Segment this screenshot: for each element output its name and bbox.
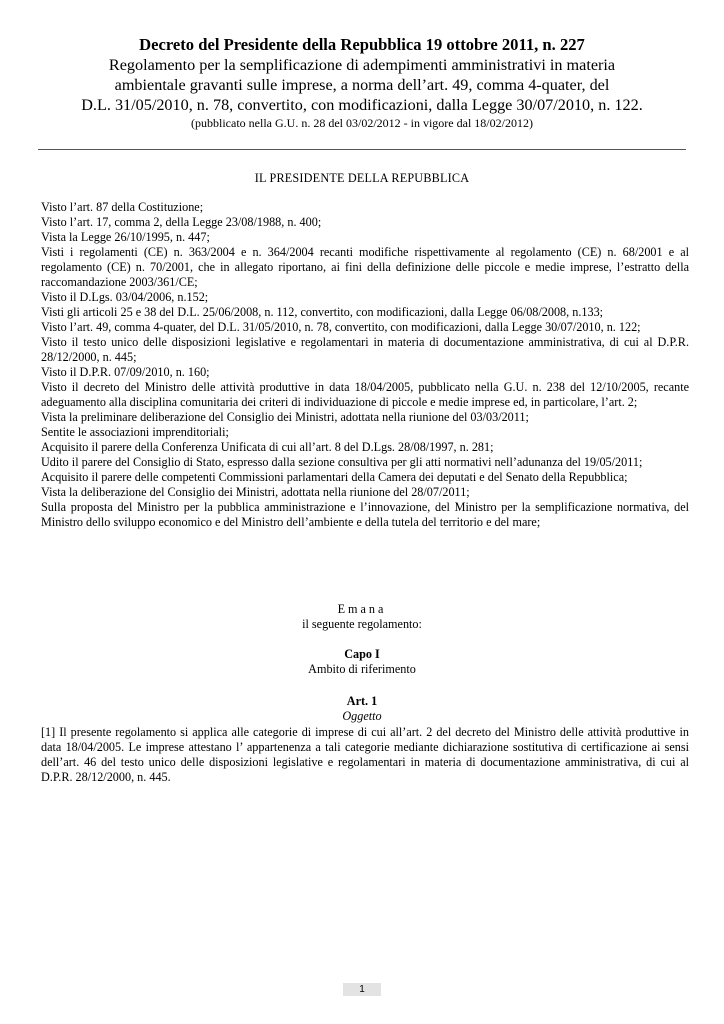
document-subtitle-line: Regolamento per la semplificazione di adempimenti amministrativi in materia xyxy=(108,56,616,74)
premise-item: Visto il decreto del Ministro delle attività produttive in data 18/04/2005, pubblicato nella G.U. n. 238 del 12/10/2005, recante adeguamento alla disciplina comunitaria dei criteri di individuazione di piccole e medie imprese ed, in particolare, l’art. 2; xyxy=(41,380,689,409)
premise-item: Visti gli articoli 25 e 38 del D.L. 25/06/2008, n. 112, convertito, con modificazioni, dalla Legge 06/08/2008, n.133; xyxy=(41,305,604,319)
premise-item: Visto il D.Lgs. 03/04/2006, n.152; xyxy=(41,290,209,304)
premise-item: Vista la deliberazione del Consiglio dei Ministri, adottata nella riunione del 28/07/2011; xyxy=(41,485,470,499)
article-heading xyxy=(0,694,724,724)
chapter-heading xyxy=(0,647,724,677)
enactment-line: il seguente regolamento: xyxy=(302,617,422,631)
premise-item: Acquisito il parere della Conferenza Unificata di cui all’art. 8 del D.Lgs. 28/08/1997, n. 281; xyxy=(41,440,494,454)
document-header xyxy=(36,34,688,130)
premise-item: Vista la preliminare deliberazione del Consiglio dei Ministri, adottata nella riunione del 03/03/2011; xyxy=(41,410,529,424)
premise-item: Sentite le associazioni imprenditoriali; xyxy=(41,425,229,439)
header-divider xyxy=(38,149,686,150)
premise-item: Udito il parere del Consiglio di Stato, espresso dalla sezione consultiva per gli atti normativi nell’adunanza del 19/05/2011; xyxy=(41,455,643,469)
publication-note: (pubblicato nella G.U. n. 28 del 03/02/2012 - in vigore dal 18/02/2012) xyxy=(191,116,533,130)
article-title: Oggetto xyxy=(342,709,382,723)
article-label: Art. 1 xyxy=(346,694,378,708)
premise-item: Acquisito il parere delle competenti Commissioni parlamentari della Camera dei deputati e del Senato della Repubblica; xyxy=(41,470,628,484)
premise-item: Vista la Legge 26/10/1995, n. 447; xyxy=(41,230,210,244)
chapter-title: Ambito di riferimento xyxy=(308,662,416,676)
document-subtitle-line: ambientale gravanti sulle imprese, a norma dell’art. 49, comma 4-quater, del xyxy=(114,76,610,94)
document-title: Decreto del Presidente della Repubblica 19 ottobre 2011, n. 227 xyxy=(139,35,585,54)
page-number: 1 xyxy=(343,983,381,996)
enactment-block xyxy=(0,602,724,632)
article-paragraph: [1] Il presente regolamento si applica alle categorie di imprese di cui all’art. 2 del decreto del Ministro delle attività produttive in data 18/04/2005. Le imprese attestano l’ appartenenza a tali categorie mediante dichiarazione sostitutiva di certificazione ai sensi dell’art. 46 del testo unico delle disposizioni legislative e regolamentari in materia di documentazione amministrativa, di cui al D.P.R. 28/12/2000, n. 445. xyxy=(41,725,689,784)
premise-item: Visto l’art. 49, comma 4-quater, del D.L. 31/05/2010, n. 78, convertito, con modificazioni, dalla Legge 30/07/2010, n. 122; xyxy=(41,320,641,334)
premise-item: Sulla proposta del Ministro per la pubblica amministrazione e l’innovazione, del Ministro per la semplificazione normativa, del Ministro dello sviluppo economico e del Ministro dell’ambiente e della tutela del territorio e del mare; xyxy=(41,500,689,529)
premise-item: Visto il testo unico delle disposizioni legislative e regolamentari in materia di documentazione amministrativa, di cui al D.P.R. 28/12/2000, n. 445; xyxy=(41,335,689,364)
chapter-label: Capo I xyxy=(344,647,380,661)
premise-item: Visti i regolamenti (CE) n. 363/2004 e n. 364/2004 recanti modifiche rispettivamente al regolamento (CE) n. 68/2001 e al regolamento (CE) n. 70/2001, che in allegato riportano, ai fini della definizione delle piccole e medie imprese, l’estratto della raccomandazione 2003/361/CE; xyxy=(41,245,689,289)
premise-item: Visto l’art. 17, comma 2, della Legge 23/08/1988, n. 400; xyxy=(41,215,322,229)
article-body xyxy=(41,725,689,785)
premise-item: Visto l’art. 87 della Costituzione; xyxy=(41,200,204,214)
president-heading: IL PRESIDENTE DELLA REPUBBLICA xyxy=(254,171,470,185)
document-subtitle-line: D.L. 31/05/2010, n. 78, convertito, con modificazioni, dalla Legge 30/07/2010, n. 122. xyxy=(81,96,643,114)
premise-item: Visto il D.P.R. 07/09/2010, n. 160; xyxy=(41,365,210,379)
enactment-word: Emana xyxy=(337,602,387,616)
premises-list xyxy=(41,200,689,530)
